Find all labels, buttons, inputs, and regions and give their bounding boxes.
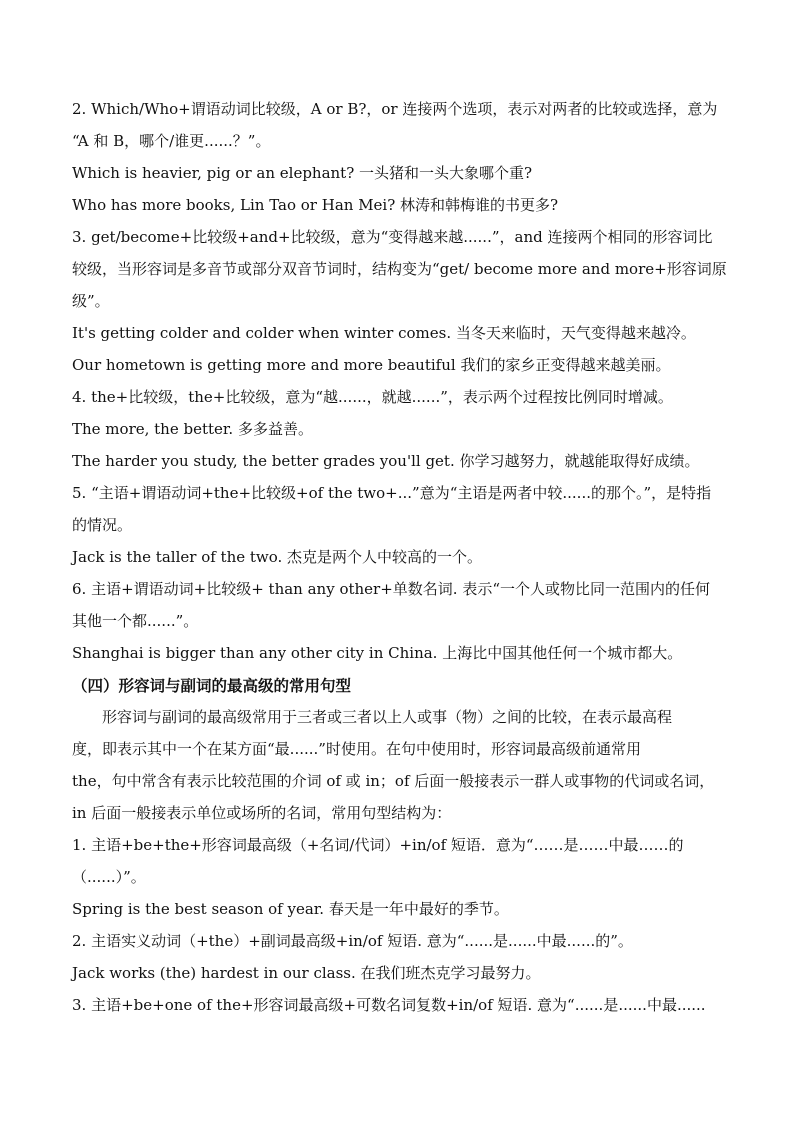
text-line: Jack works (the) hardest in our class. 在我们班杰克学习最努力。 [72, 964, 541, 982]
text-line: The more, the better. 多多益善。 [72, 420, 313, 438]
text-line: Who has more books, Lin Tao or Han Mei? 林涛和韩梅谁的书更多? [72, 196, 559, 214]
section-heading: （四）形容词与副词的最高级的常用句型 [72, 676, 352, 695]
text-line: 的情况。 [72, 516, 133, 534]
paragraph-line: the，句中常含有表示比较范围的介词 of 或 in；of 后面一般接表示一群人或事物的代词或名词， [72, 772, 715, 790]
text-line: 1. 主语+be+the+形容词最高级（+名词/代词）+in/of 短语．意为“……是……中最……的 [72, 836, 684, 854]
text-line: 3. get/become+比较级+and+比较级，意为“变得越来越......”，and 连接两个相同的形容词比 [72, 228, 713, 246]
text-line: It's getting colder and colder when winter comes. 当冬天来临时，天气变得越来越冷。 [72, 324, 696, 342]
text-line: 5. “主语+谓语动词+the+比较级+of the two+...”意为“主语是两者中较......的那个。”，是特指 [72, 484, 712, 502]
paragraph-line: 形容词与副词的最高级常用于三者或三者以上人或事（物）之间的比较，在表示最高程 [102, 708, 673, 726]
text-line: （......）”。 [72, 868, 146, 886]
text-line: “A 和 B，哪个/谁更......？”。 [72, 132, 271, 150]
text-line: Our hometown is getting more and more beautiful 我们的家乡正变得越来越美丽。 [72, 356, 671, 374]
paragraph-line: in 后面一般接表示单位或场所的名词，常用句型结构为： [72, 804, 452, 822]
text-line: Spring is the best season of year. 春天是一年中最好的季节。 [72, 900, 509, 918]
text-line: 4. the+比较级，the+比较级，意为“越......，就越......”，表示两个过程按比例同时增减。 [72, 388, 673, 406]
text-line: The harder you study, the better grades you'll get. 你学习越努力，就越能取得好成绩。 [72, 452, 700, 470]
text-line: 其他一个都......”。 [72, 612, 199, 630]
paragraph-line: 度，即表示其中一个在某方面“最......”时使用。在句中使用时，形容词最高级前通常用 [72, 740, 641, 758]
text-line: Shanghai is bigger than any other city in China. 上海比中国其他任何一个城市都大。 [72, 644, 683, 662]
text-line: 2. Which/Who+谓语动词比较级，A or B?，or 连接两个选项，表示对两者的比较或选择，意为 [72, 100, 718, 118]
text-line: 6. 主语+谓语动词+比较级+ than any other+单数名词. 表示“一个人或物比同一范围内的任何 [72, 580, 711, 598]
text-line: 级”。 [72, 292, 110, 310]
text-line: 2. 主语实义动词（+the）+副词最高级+in/of 短语. 意为“......是......中最......的”。 [72, 932, 633, 950]
text-line: Jack is the taller of the two. 杰克是两个人中较高的一个。 [72, 548, 483, 566]
text-line: 3. 主语+be+one of the+形容词最高级+可数名词复数+in/of 短语. 意为“......是......中最...... [72, 996, 706, 1014]
text-line: 较级，当形容词是多音节或部分双音节词时，结构变为“get/ become more and more+形容词原 [72, 260, 727, 278]
text-line: Which is heavier, pig or an elephant? 一头猪和一头大象哪个重? [72, 164, 533, 182]
